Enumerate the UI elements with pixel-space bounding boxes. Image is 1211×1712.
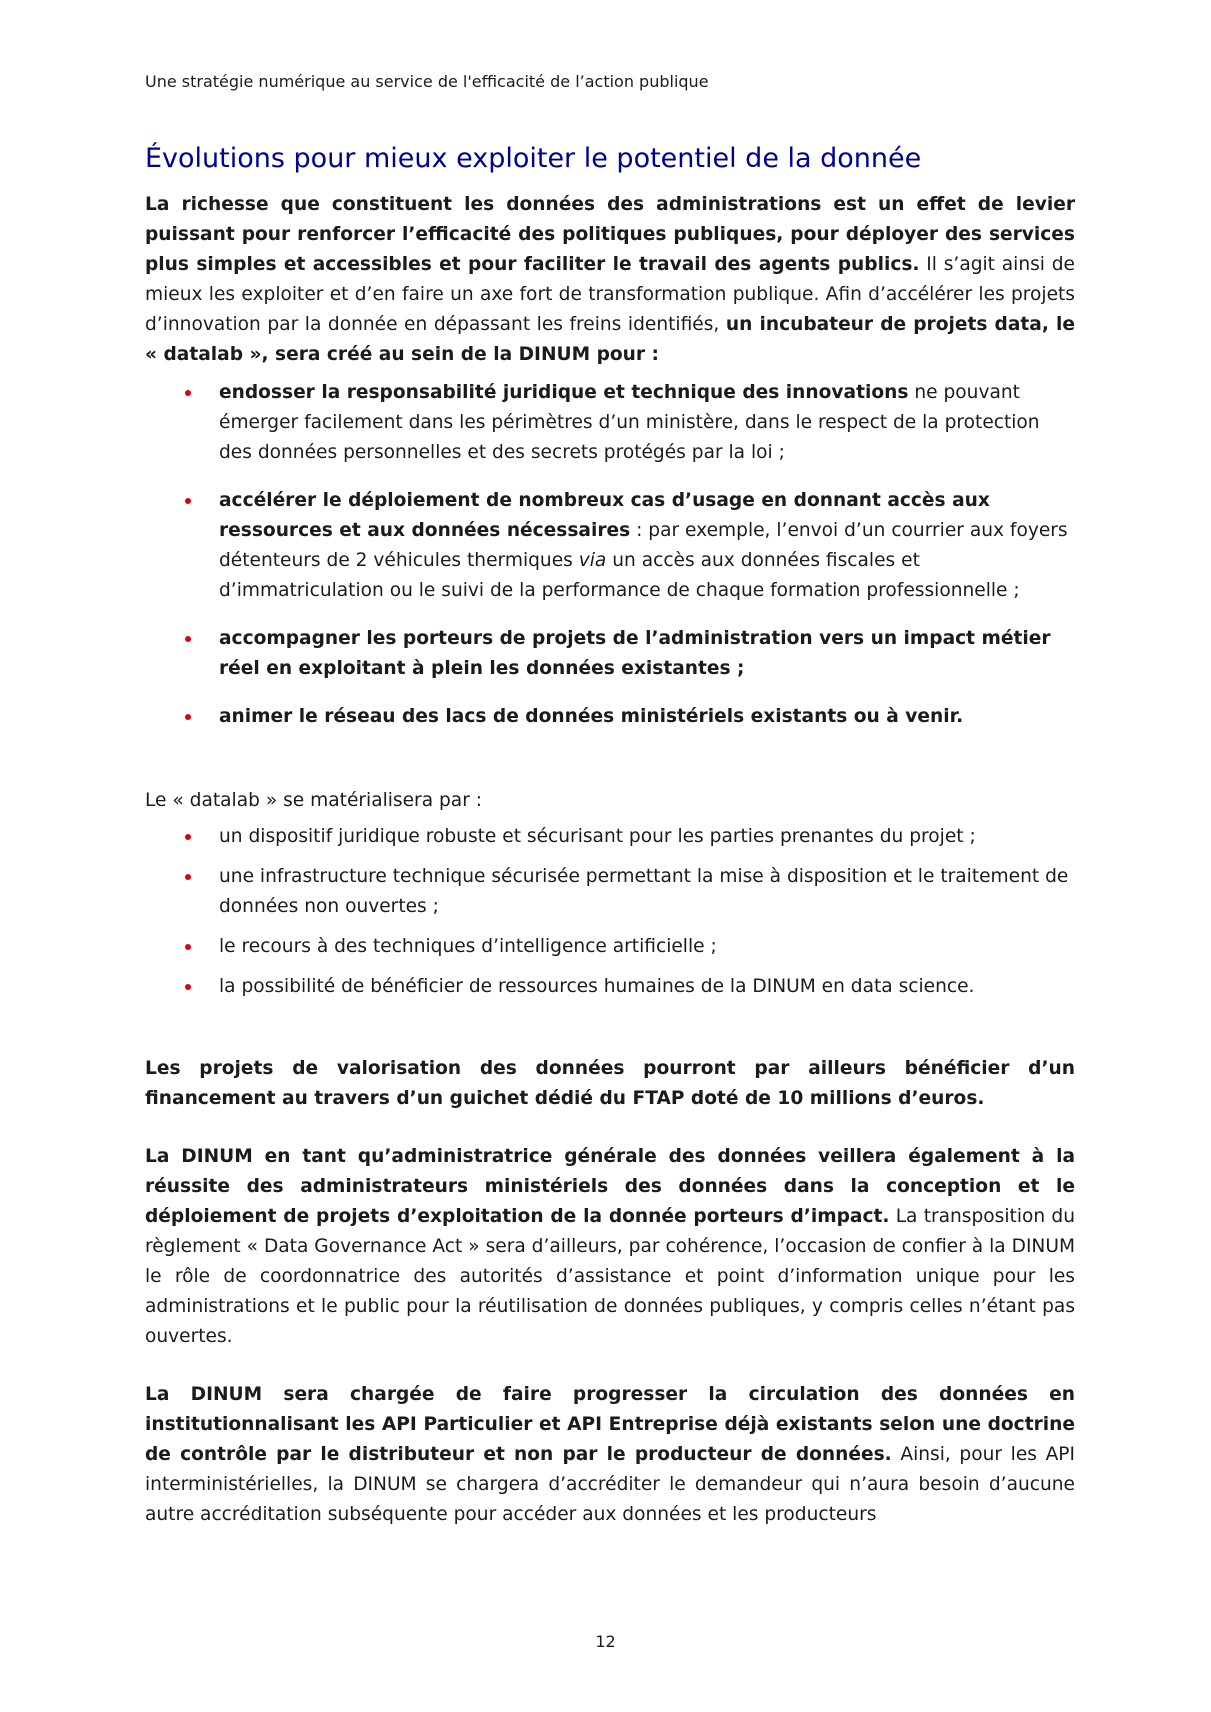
- list-item: [145, 378, 1075, 468]
- section-title: Évolutions pour mieux exploiter le potentiel de la donnée: [145, 143, 922, 174]
- intro-paragraph: [145, 190, 1075, 370]
- list-item-bold: accompagner les porteurs de projets de l’administration vers un impact métier réel en exploitant à plein les données existantes ;: [219, 628, 1051, 679]
- funding-paragraph: [145, 1054, 1075, 1114]
- list-item-text: : par exemple, l’envoi d’un courrier aux foyers détenteurs de 2 véhicules thermiques: [219, 520, 1068, 571]
- api-paragraph: [145, 1380, 1075, 1530]
- list-item-text: ne pouvant émerger facilement dans les périmètres d’un ministère, dans le respect de la protection des données personnelles et des secrets protégés par la loi ;: [219, 382, 1040, 463]
- datalab-missions-list: [145, 378, 1075, 732]
- governance-text: La transposition du règlement « Data Governance Act » sera d’ailleurs, par cohérence, l’occasion de confier à la DINUM le rôle de coordonnatrice des autorités d’assistance et point d’information unique pour les administrations et le public pour la réutilisation de données publiques, y compris celles n’étant pas ouvertes.: [145, 1206, 1075, 1347]
- page-number: 12: [595, 1632, 616, 1651]
- list-item-bold: animer le réseau des lacs de données ministériels existants ou à venir.: [219, 706, 964, 727]
- list-item-italic: via: [578, 550, 607, 571]
- list-item: une infrastructure technique sécurisée permettant la mise à disposition et le traitement de données non ouvertes ;: [145, 862, 1075, 922]
- intro-bold-1: La richesse que constituent les données des administrations est un effet de levier puissant pour renforcer l’efficacité des politiques publiques, pour déployer des services plus simples et accessibles et pour faciliter le travail des agents publics.: [145, 194, 1075, 275]
- api-bold: La DINUM sera chargée de faire progresser la circulation des données en institutionnalisant les API Particulier et API Entreprise déjà existants selon une doctrine de contrôle par le distributeur et non par le producteur de données.: [145, 1384, 1075, 1465]
- list-item: la possibilité de bénéficier de ressources humaines de la DINUM en data science.: [145, 972, 1075, 1002]
- intro-bold-2: un incubateur de projets data, le « datalab », sera créé au sein de la DINUM pour :: [145, 314, 1075, 365]
- funding-bold: Les projets de valorisation des données pourront par ailleurs bénéficier d’un financement au travers d’un guichet dédié du FTAP doté de 10 millions d’euros.: [145, 1058, 1075, 1109]
- governance-paragraph: [145, 1142, 1075, 1352]
- list-item: [145, 486, 1075, 606]
- list-item-bold: accélérer le déploiement de nombreux cas d’usage en donnant accès aux ressources et aux données nécessaires: [219, 490, 990, 541]
- list-item: [145, 702, 1075, 732]
- list-item-text: un accès aux données fiscales et d’immatriculation ou le suivi de la performance de chaque formation professionnelle ;: [219, 550, 1020, 601]
- list-item: [145, 624, 1075, 684]
- page-content: [145, 140, 1075, 1530]
- datalab-means-list: [145, 822, 1075, 1002]
- list-item: le recours à des techniques d’intelligence artificielle ;: [145, 932, 1075, 962]
- intro-text: Il s’agit ainsi de mieux les exploiter et d’en faire un axe fort de transformation publique. Afin d’accélérer les projets d’innovation par la donnée en dépassant les freins identifiés,: [145, 254, 1075, 335]
- list-item: un dispositif juridique robuste et sécurisant pour les parties prenantes du projet ;: [145, 822, 1075, 852]
- list-item-bold: endosser la responsabilité juridique et technique des innovations: [219, 382, 909, 403]
- governance-bold: La DINUM en tant qu’administratrice générale des données veillera également à la réussite des administrateurs ministériels des données dans la conception et le déploiement de projets d’exploitation de la donnée porteurs d’impact.: [145, 1146, 1075, 1227]
- datalab-intro: Le « datalab » se matérialisera par :: [145, 790, 483, 811]
- api-text: Ainsi, pour les API interministérielles, la DINUM se chargera d’accréditer le demandeur qui n’aura besoin d’aucune autre accréditation subséquente pour accéder aux données et les producteurs: [145, 1444, 1075, 1525]
- running-header: Une stratégie numérique au service de l'efficacité de l’action publique: [145, 72, 709, 91]
